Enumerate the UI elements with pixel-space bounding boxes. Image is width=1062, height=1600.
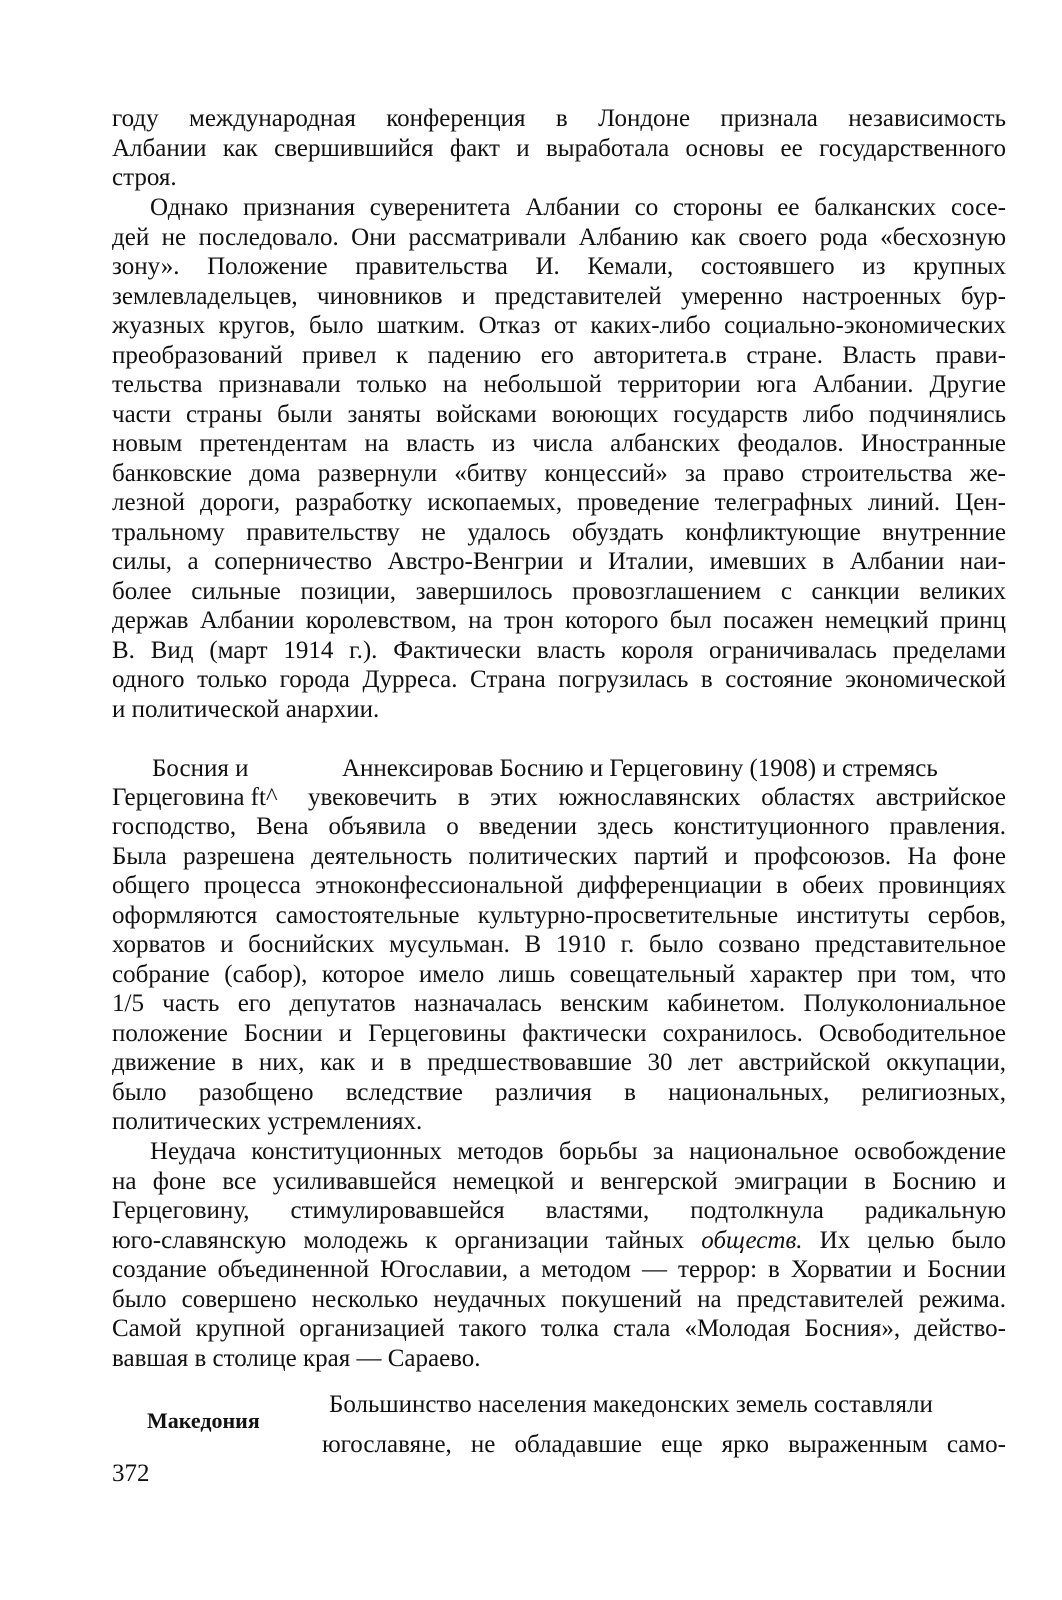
text-line: было совершено несколько неудачных покушений на представителей режима.: [112, 1285, 1006, 1313]
text-line: политических устремлениях.: [112, 1108, 423, 1135]
text-span: юго-славянскую молодежь к организации тайных: [112, 1226, 702, 1254]
italic-text-span: обществ.: [701, 1226, 803, 1254]
text-line: году международная конференция в Лондоне признала независимость: [112, 105, 1006, 132]
text-line: тельства признавали только на небольшой территории юга Албании. Другие: [112, 371, 1006, 398]
text-line: было разобщено вследствие различия в национальных, религиозных,: [112, 1078, 1006, 1106]
text-line-mixed: [112, 1226, 1006, 1256]
section-heading-macedonia: Македония: [147, 1408, 260, 1433]
section-heading-herzegovina: Герцеговина ft^: [112, 784, 278, 811]
text-span: Их целью было: [802, 1226, 1006, 1254]
text-line: создание объединенной Югославии, а методом — террор: в Хорватии и Боснии: [112, 1256, 1006, 1283]
text-line: одного только города Дурреса. Страна погрузилась в состояние экономической: [112, 666, 1006, 693]
paragraph-albania-intro: [112, 104, 1006, 193]
page-number: 372: [112, 1460, 150, 1487]
text-line: хорватов и боснийских мусульман. В 1910 г. было созвано представительное: [112, 931, 1006, 958]
text-line: собрание (сабор), которое имело лишь совещательный характер при том, что: [112, 960, 1006, 988]
text-line: Большинство населения македонских земель составляли: [329, 1391, 933, 1418]
text-line: положение Боснии и Герцеговины фактически сохранилось. Освободительное: [112, 1019, 1006, 1047]
text-line: дей не последовало. Они рассматривали Албанию как своего рода «бесхозную: [112, 223, 1006, 251]
bosnia-heading-row: [112, 754, 1006, 784]
text-line: части страны были заняты войсками воюющих государств либо подчинялись: [112, 400, 1006, 428]
text-line: 1/5 часть его депутатов назначалась венским кабинетом. Полуколониальное: [112, 990, 1006, 1017]
text-line: лезной дороги, разработку ископаемых, проведение телеграфных линий. Цен-: [112, 489, 1006, 516]
text-line: Была разрешена деятельность политических партий и профсоюзов. На фоне: [112, 842, 1006, 870]
text-line: зону». Положение правительства И. Кемали, состоявшего из крупных: [112, 253, 1006, 280]
paragraph-bosnia: [112, 812, 1006, 1137]
text-line: землевладельцев, чиновников и представителей умеренно настроенных бур-: [112, 282, 1006, 310]
text-line: Самой крупной организацией такого толка стала «Молодая Босния», действо-: [112, 1315, 1006, 1342]
text-line: общего процесса этноконфессиональной дифференциации в обеих провинциях: [112, 872, 1006, 899]
section-heading-bosnia: Босния и: [152, 755, 249, 782]
text-line: Албании как свершившийся факт и выработала основы ее государственного: [112, 134, 1006, 162]
text-line: банковские дома развернули «битву концессий» за право строительства же-: [112, 459, 1006, 487]
text-line: югославяне, не обладавшие еще ярко выраженным само-: [322, 1431, 1006, 1458]
text-line: силы, а соперничество Австро-Венгрии и Италии, имевших в Албании наи-: [112, 548, 1006, 575]
text-line: Однако признания суверенитета Албании со стороны ее балканских сосе-: [150, 194, 1006, 221]
text-line: тральному правительству не удалось обуздать конфликтующие внутренние: [112, 518, 1006, 546]
text-line: на фоне все усиливавшейся немецкой и венгерской эмиграции в Боснию и: [112, 1167, 1006, 1195]
text-line: Неудача конституционных методов борьбы за национальное освобождение: [150, 1138, 1006, 1165]
text-line: Аннексировав Боснию и Герцеговину (1908) и стремясь: [342, 755, 938, 782]
text-line: более сильные позиции, завершилось провозглашением с санкции великих: [112, 577, 1006, 605]
text-line: В. Вид (март 1914 г.). Фактически власть короля ограничивалась пределами: [112, 636, 1006, 664]
text-line: новым претендентам на власть из числа албанских феодалов. Иностранные: [112, 430, 1006, 457]
text-line: преобразований привел к падению его авторитета.в стране. Власть прави-: [112, 341, 1006, 369]
text-line: держав Албании королевством, на трон которого был посажен немецкий принц: [112, 607, 1006, 634]
text-line: увековечить в этих южнославянских областях австрийское: [308, 784, 1006, 811]
text-line: жуазных кругов, было шатким. Отказ от каких-либо социально-экономических: [112, 312, 1006, 339]
text-line: оформляются самостоятельные культурно-просветительные институты сербов,: [112, 901, 1006, 929]
text-line: Герцеговину, стимулировавшейся властями, подтолкнула радикальную: [112, 1197, 1006, 1224]
paragraph-bosnia-youth: [112, 1137, 1006, 1373]
text-line: движение в них, как и в предшествовавшие 30 лет австрийской оккупации,: [112, 1049, 1006, 1076]
text-line: вавшая в столице края — Сараево.: [112, 1344, 481, 1372]
text-line: господство, Вена объявила о введении здесь конституционного правления.: [112, 813, 1006, 840]
text-line: строя.: [112, 164, 177, 191]
text-line: и политической анархии.: [112, 695, 380, 723]
bosnia-heading-row-2: [112, 783, 1006, 813]
paragraph-albania-sovereignty: [112, 193, 1006, 724]
